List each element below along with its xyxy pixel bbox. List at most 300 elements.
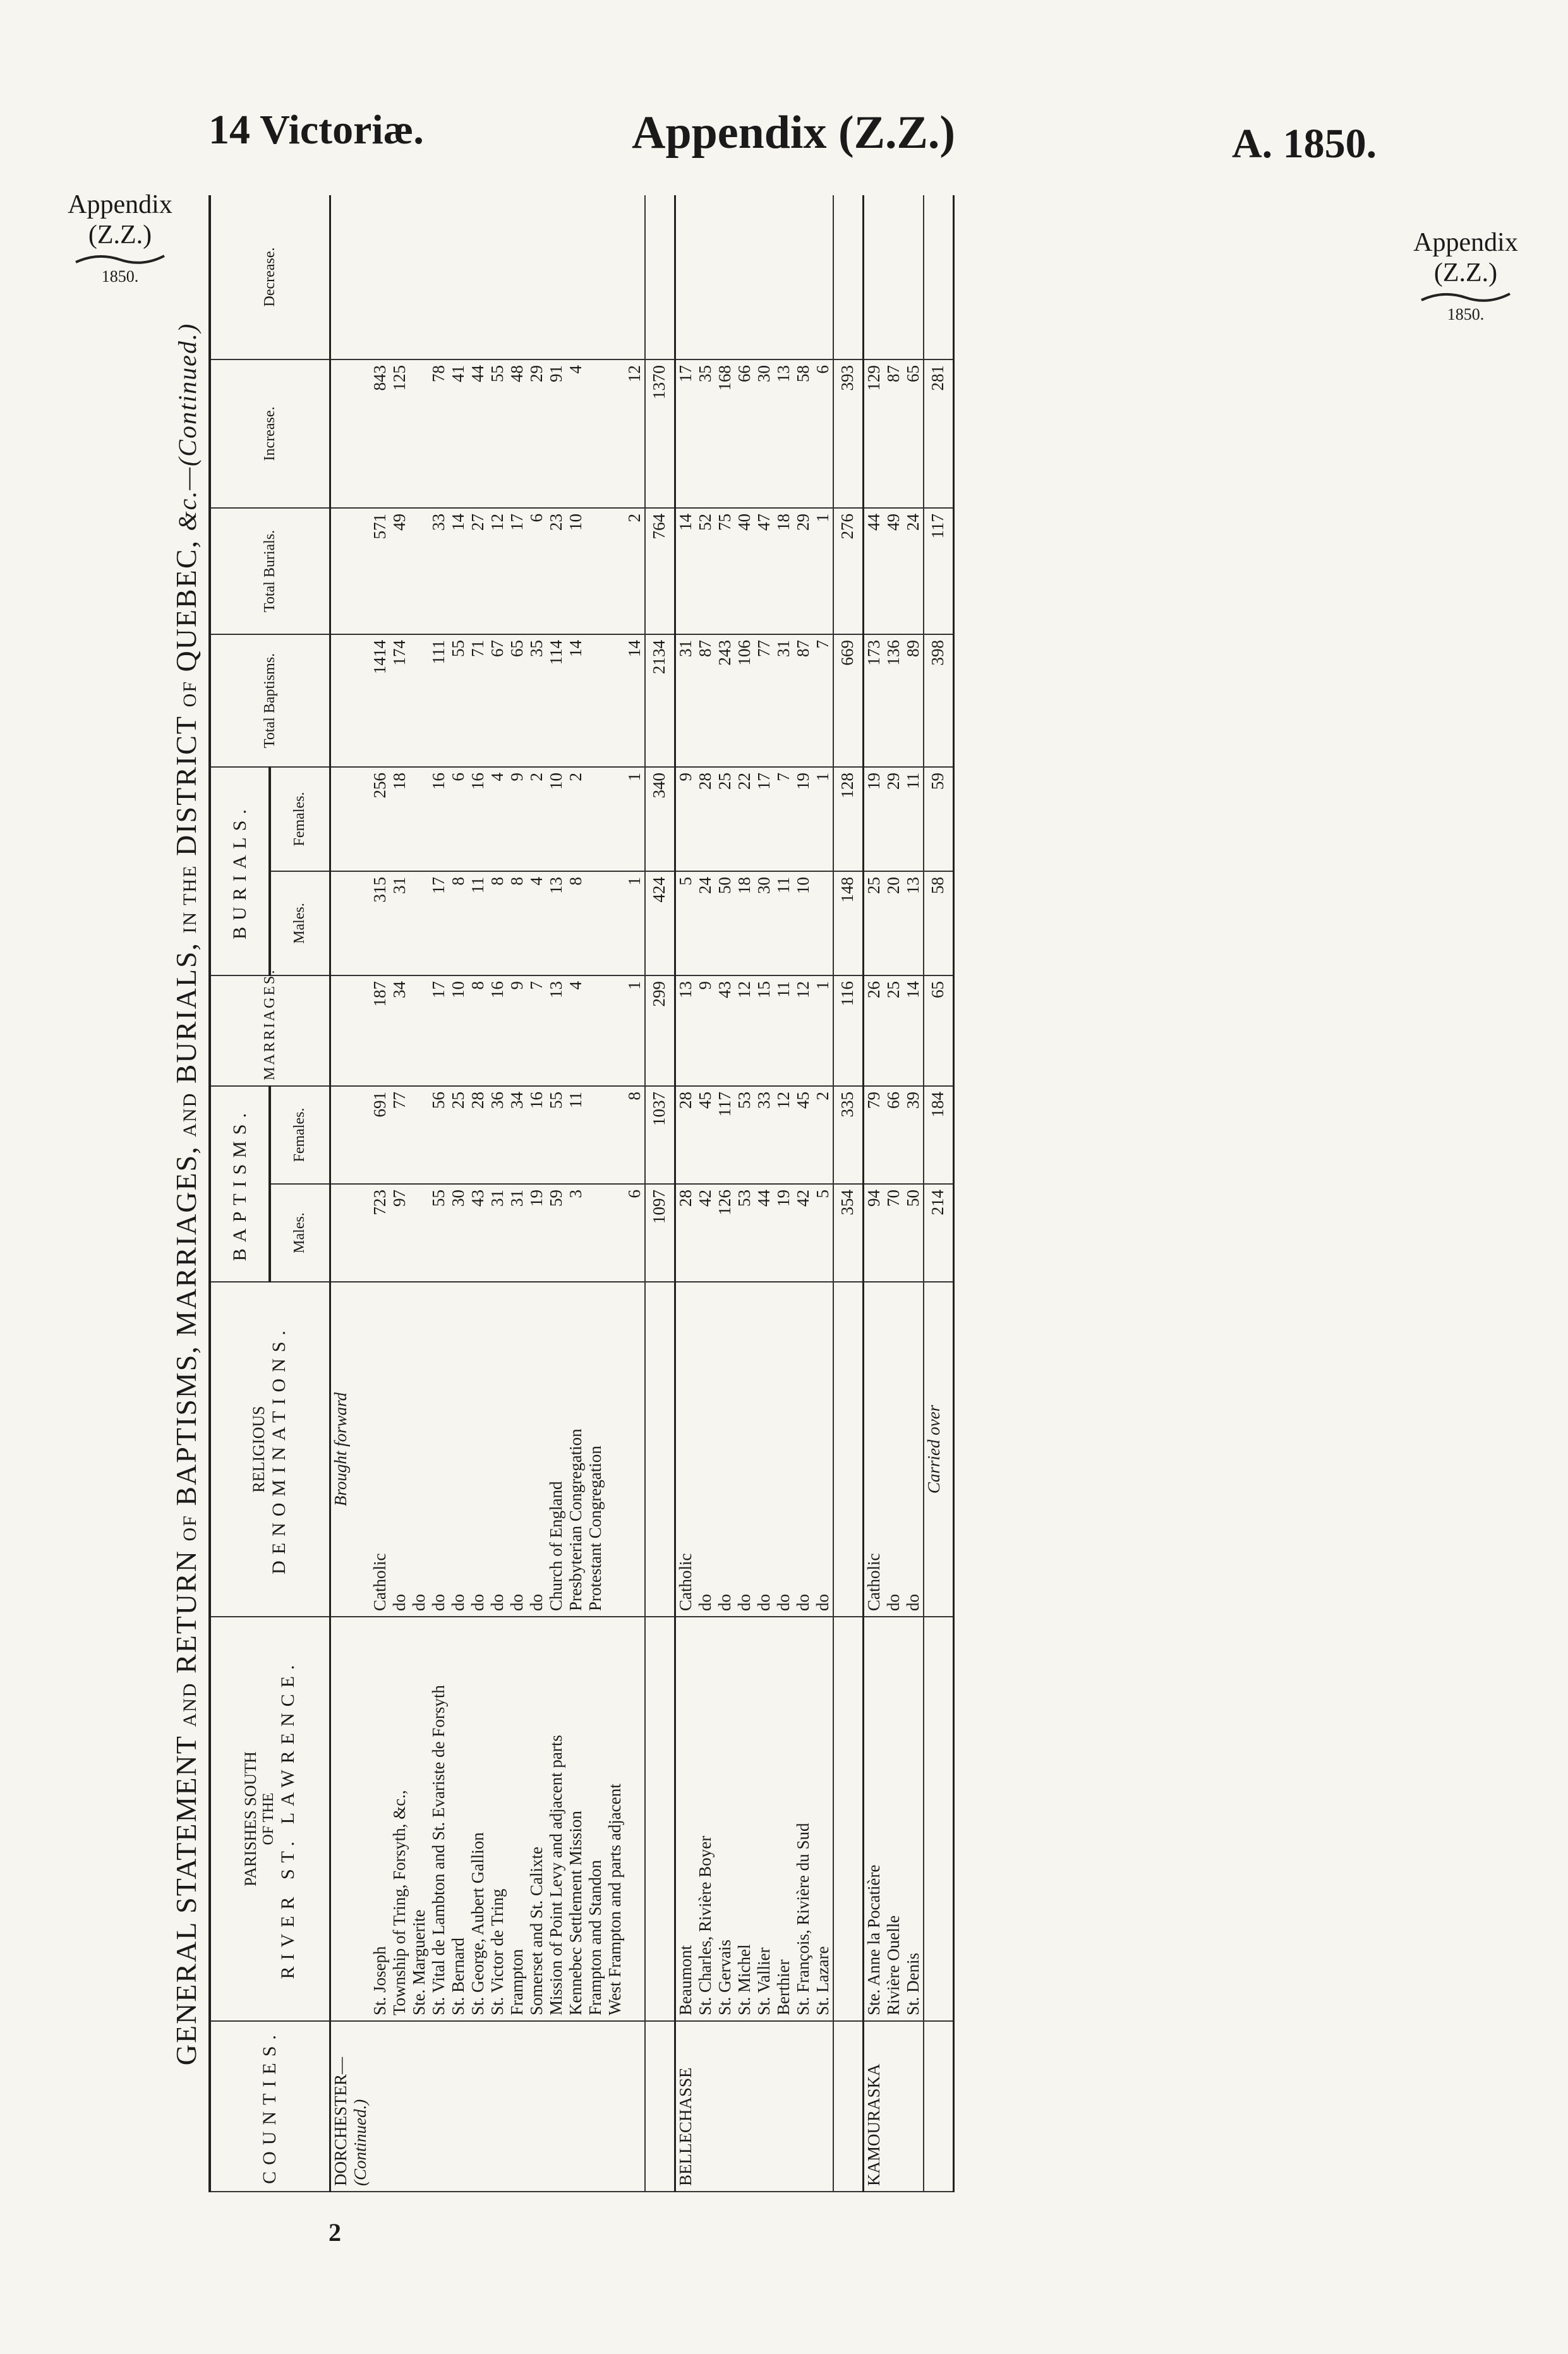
bur-females-cell: 2	[527, 767, 546, 871]
increase-cell	[605, 359, 625, 508]
parish-cell	[924, 1617, 954, 2021]
total-burials-cell: 1	[813, 508, 833, 634]
total-cell: 214	[924, 1184, 954, 1282]
table-row	[605, 195, 625, 2192]
total-cell: 354	[833, 1184, 864, 1282]
denomination-cell: Catholic	[863, 1282, 884, 1617]
total-baptisms-cell: 136	[884, 634, 903, 767]
county-cell	[409, 2021, 429, 2192]
bur-females-cell	[586, 767, 605, 871]
bap-females-cell: 36	[488, 1086, 507, 1184]
marriages-cell: 8	[468, 975, 488, 1086]
table-row	[625, 195, 645, 2192]
total-burials-cell: 24	[903, 508, 924, 634]
total-burials-cell: 6	[527, 508, 546, 634]
denomination-cell: do	[449, 1282, 468, 1617]
denomination-cell: do	[390, 1282, 409, 1617]
increase-cell: 125	[390, 359, 409, 508]
bur-females-cell: 29	[884, 767, 903, 871]
marriages-cell: 15	[754, 975, 774, 1086]
decrease-cell	[884, 195, 903, 359]
bap-males-cell: 723	[370, 1184, 390, 1282]
bur-males-cell: 8	[566, 871, 586, 975]
col-baptisms: BAPTISMS.	[210, 1086, 270, 1282]
margin-right-code: (Z.Z.)	[1433, 258, 1498, 288]
total-cell: 184	[924, 1086, 954, 1184]
bap-males-cell: 97	[390, 1184, 409, 1282]
bur-males-cell: 1	[625, 871, 645, 975]
parish-cell: St. Denis	[903, 1617, 924, 2021]
bap-males-cell: 53	[735, 1184, 754, 1282]
bap-females-cell: 55	[546, 1086, 566, 1184]
bur-males-cell: 5	[675, 871, 696, 975]
cell	[330, 634, 370, 767]
increase-cell: 17	[675, 359, 696, 508]
table-row	[735, 195, 754, 2192]
bap-females-cell: 11	[566, 1086, 586, 1184]
bur-females-cell: 16	[468, 767, 488, 871]
parish-cell: St. Michel	[735, 1617, 754, 2021]
denomination-cell: Catholic	[370, 1282, 390, 1617]
denomination-cell: do	[468, 1282, 488, 1617]
parish-cell: St. Vital de Lambton and St. Evariste de Forsyth	[429, 1617, 449, 2021]
bap-males-cell	[409, 1184, 429, 1282]
total-baptisms-cell: 65	[507, 634, 527, 767]
county-cell	[507, 2021, 527, 2192]
total-baptisms-cell: 173	[863, 634, 884, 767]
table-title	[164, 196, 208, 2192]
bap-females-cell	[409, 1086, 429, 1184]
col-total-burials: Total Burials.	[210, 508, 330, 634]
cell	[330, 508, 370, 634]
total-baptisms-cell: 106	[735, 634, 754, 767]
bap-males-cell: 30	[449, 1184, 468, 1282]
total-burials-cell: 29	[793, 508, 813, 634]
denomination-cell: Catholic	[675, 1282, 696, 1617]
increase-cell: 30	[754, 359, 774, 508]
total-burials-cell: 18	[774, 508, 793, 634]
title-part: RETURN	[170, 1550, 202, 1674]
total-baptisms-cell: 14	[566, 634, 586, 767]
col-burials: BURIALS.	[210, 767, 270, 975]
decrease-cell	[696, 195, 715, 359]
county-cell	[774, 2021, 793, 2192]
bap-males-cell: 50	[903, 1184, 924, 1282]
bur-males-cell: 24	[696, 871, 715, 975]
bur-females-cell	[409, 767, 429, 871]
title-part: BURIALS,	[170, 941, 202, 1084]
marriages-cell: 13	[675, 975, 696, 1086]
marriages-cell: 7	[527, 975, 546, 1086]
margin-left-label: Appendix	[68, 190, 172, 219]
decrease-cell	[625, 195, 645, 359]
denomination-cell: do	[507, 1282, 527, 1617]
county-cell	[735, 2021, 754, 2192]
total-baptisms-cell: 114	[546, 634, 566, 767]
parish-cell: Somerset and St. Calixte	[527, 1617, 546, 2021]
table-row	[754, 195, 774, 2192]
bur-females-cell: 17	[754, 767, 774, 871]
page-number: 2	[329, 2218, 341, 2247]
county-cell	[884, 2021, 903, 2192]
bur-males-cell	[605, 871, 625, 975]
total-cell	[833, 195, 864, 359]
county-cell	[833, 2021, 864, 2192]
increase-cell: 87	[884, 359, 903, 508]
bap-females-cell: 79	[863, 1086, 884, 1184]
county-cell: BELLECHASSE	[675, 2021, 696, 2192]
table-row	[813, 195, 833, 2192]
bur-males-cell: 25	[863, 871, 884, 975]
county-cell	[370, 2021, 390, 2192]
total-baptisms-cell: 67	[488, 634, 507, 767]
increase-cell: 843	[370, 359, 390, 508]
bur-males-cell	[586, 871, 605, 975]
county-cell	[696, 2021, 715, 2192]
marriages-cell: 16	[488, 975, 507, 1086]
bur-males-cell: 50	[715, 871, 735, 975]
total-burials-cell: 49	[390, 508, 409, 634]
table-row	[488, 195, 507, 2192]
bap-males-cell: 19	[527, 1184, 546, 1282]
col-bur-females: Females.	[270, 767, 330, 871]
col-increase: Increase.	[210, 359, 330, 508]
county-cell	[813, 2021, 833, 2192]
table-row	[370, 195, 390, 2192]
bap-females-cell: 39	[903, 1086, 924, 1184]
col-parishes-line: OF THE	[260, 1792, 277, 1845]
county-cell	[429, 2021, 449, 2192]
total-burials-cell	[409, 508, 429, 634]
table-row	[566, 195, 586, 2192]
title-part: BAPTISMS, MARRIAGES,	[170, 1145, 202, 1506]
bur-females-cell: 1	[625, 767, 645, 871]
total-cell: 1037	[645, 1086, 675, 1184]
county-cell	[330, 2021, 370, 2192]
total-burials-cell: 14	[449, 508, 468, 634]
parish-cell: St. Lazare	[813, 1617, 833, 2021]
bur-males-cell: 18	[735, 871, 754, 975]
bur-females-cell: 9	[675, 767, 696, 871]
denomination-cell: do	[774, 1282, 793, 1617]
total-baptisms-cell: 31	[675, 634, 696, 767]
bur-females-cell: 6	[449, 767, 468, 871]
header-center: Appendix (Z.Z.)	[632, 107, 955, 159]
total-baptisms-cell: 7	[813, 634, 833, 767]
total-cell: 335	[833, 1086, 864, 1184]
total-cell: 1097	[645, 1184, 675, 1282]
table-row	[330, 195, 370, 2192]
cell	[330, 1184, 370, 1282]
table-row	[409, 195, 429, 2192]
total-burials-cell: 14	[675, 508, 696, 634]
marriages-cell: 9	[507, 975, 527, 1086]
increase-cell: 13	[774, 359, 793, 508]
bap-females-cell: 45	[696, 1086, 715, 1184]
total-cell: 281	[924, 359, 954, 508]
decrease-cell	[390, 195, 409, 359]
total-cell: 398	[924, 634, 954, 767]
decrease-cell	[903, 195, 924, 359]
marriages-cell	[409, 975, 429, 1086]
col-parishes-line: PARISHES SOUTH	[241, 1751, 260, 1886]
bap-females-cell: 28	[675, 1086, 696, 1184]
county-cell	[566, 2021, 586, 2192]
denomination-cell: do	[715, 1282, 735, 1617]
cell	[330, 1086, 370, 1184]
bap-males-cell: 28	[675, 1184, 696, 1282]
decrease-cell	[488, 195, 507, 359]
bap-males-cell: 5	[813, 1184, 833, 1282]
bur-females-cell: 18	[390, 767, 409, 871]
marriages-cell	[605, 975, 625, 1086]
increase-cell: 58	[793, 359, 813, 508]
bap-males-cell: 126	[715, 1184, 735, 1282]
parish-cell: St. Gervais	[715, 1617, 735, 2021]
bap-males-cell: 3	[566, 1184, 586, 1282]
parish-cell: West Frampton and parts adjacent	[605, 1617, 625, 2021]
rotated-table-area	[164, 196, 1371, 2192]
parish-cell: Kennebec Settlement Mission	[566, 1617, 586, 2021]
total-cell: 669	[833, 634, 864, 767]
cell	[330, 975, 370, 1086]
increase-cell: 4	[566, 359, 586, 508]
bap-females-cell: 12	[774, 1086, 793, 1184]
total-cell: 299	[645, 975, 675, 1086]
bap-females-cell: 28	[468, 1086, 488, 1184]
total-burials-cell: 27	[468, 508, 488, 634]
title-small: OF	[179, 680, 200, 708]
marriages-cell: 34	[390, 975, 409, 1086]
county-cell	[488, 2021, 507, 2192]
table-row	[390, 195, 409, 2192]
bur-females-cell: 11	[903, 767, 924, 871]
total-cell	[645, 195, 675, 359]
table-row-total	[645, 195, 675, 2192]
decrease-cell	[370, 195, 390, 359]
brought-forward: Brought forward	[330, 1282, 370, 1617]
increase-cell: 55	[488, 359, 507, 508]
total-burials-cell	[586, 508, 605, 634]
table-row	[507, 195, 527, 2192]
total-cell: 59	[924, 767, 954, 871]
county-cell	[586, 2021, 605, 2192]
bur-females-cell: 4	[488, 767, 507, 871]
returns-table	[208, 195, 955, 2192]
margin-right-year: 1850.	[1447, 305, 1485, 323]
bur-females-cell: 10	[546, 767, 566, 871]
denomination-cell: do	[488, 1282, 507, 1617]
decrease-cell	[409, 195, 429, 359]
increase-cell: 91	[546, 359, 566, 508]
title-part: DISTRICT	[170, 715, 202, 857]
cell	[330, 195, 370, 359]
bap-females-cell: 34	[507, 1086, 527, 1184]
title-part: QUEBEC,	[170, 539, 202, 672]
col-religious	[210, 1282, 330, 1617]
decrease-cell	[754, 195, 774, 359]
title-small: AND	[179, 1092, 200, 1137]
denomination-cell: Church of England	[546, 1282, 566, 1617]
bap-males-cell	[586, 1184, 605, 1282]
total-baptisms-cell: 1414	[370, 634, 390, 767]
increase-cell: 65	[903, 359, 924, 508]
denomination-cell: do	[735, 1282, 754, 1617]
bap-males-cell: 6	[625, 1184, 645, 1282]
cell	[330, 767, 370, 871]
total-baptisms-cell: 111	[429, 634, 449, 767]
total-cell: 1370	[645, 359, 675, 508]
total-cell: 65	[924, 975, 954, 1086]
bap-females-cell: 691	[370, 1086, 390, 1184]
marriages-cell: 11	[774, 975, 793, 1086]
marriages-cell: 26	[863, 975, 884, 1086]
cell	[330, 359, 370, 508]
decrease-cell	[793, 195, 813, 359]
parish-cell: Frampton	[507, 1617, 527, 2021]
decrease-cell	[586, 195, 605, 359]
county-name: DORCHESTER—	[330, 2056, 350, 2186]
swash-ornament-icon	[73, 252, 167, 266]
parish-cell: St. Joseph	[370, 1617, 390, 2021]
parish-cell: Ste. Anne la Pocatière	[863, 1617, 884, 2021]
denomination-cell	[645, 1282, 675, 1617]
bap-females-cell: 2	[813, 1086, 833, 1184]
total-burials-cell: 33	[429, 508, 449, 634]
total-baptisms-cell: 243	[715, 634, 735, 767]
decrease-cell	[449, 195, 468, 359]
col-parishes-line: RIVER ST. LAWRENCE.	[277, 1658, 298, 1979]
marriages-cell: 1	[625, 975, 645, 1086]
total-burials-cell: 52	[696, 508, 715, 634]
margin-right-label: Appendix	[1413, 228, 1518, 257]
table-row	[884, 195, 903, 2192]
increase-cell: 12	[625, 359, 645, 508]
table-row	[863, 195, 884, 2192]
col-religious-line: RELIGIOUS	[250, 1406, 268, 1493]
bur-females-cell: 22	[735, 767, 754, 871]
denomination-cell: do	[793, 1282, 813, 1617]
parish-cell: St. George, Aubert Gallion	[468, 1617, 488, 2021]
decrease-cell	[507, 195, 527, 359]
denomination-cell: Protestant Congregation	[586, 1282, 605, 1617]
marriages-cell: 14	[903, 975, 924, 1086]
bur-males-cell: 315	[370, 871, 390, 975]
bap-males-cell: 31	[488, 1184, 507, 1282]
increase-cell: 44	[468, 359, 488, 508]
parish-cell: St. Bernard	[449, 1617, 468, 2021]
col-parishes	[210, 1617, 330, 2021]
parish-cell	[625, 1617, 645, 2021]
parish-cell: Berthier	[774, 1617, 793, 2021]
total-baptisms-cell: 87	[793, 634, 813, 767]
parish-cell: St. Vallier	[754, 1617, 774, 2021]
bap-females-cell: 45	[793, 1086, 813, 1184]
total-cell	[924, 195, 954, 359]
margin-left-code: (Z.Z.)	[88, 220, 152, 250]
total-baptisms-cell: 35	[527, 634, 546, 767]
bur-females-cell: 19	[793, 767, 813, 871]
bur-males-cell: 13	[903, 871, 924, 975]
table-row	[903, 195, 924, 2192]
bur-males-cell: 11	[774, 871, 793, 975]
total-cell: 117	[924, 508, 954, 634]
denomination-cell: Presbyterian Congregation	[566, 1282, 586, 1617]
increase-cell: 168	[715, 359, 735, 508]
bur-females-cell: 9	[507, 767, 527, 871]
bap-females-cell: 66	[884, 1086, 903, 1184]
table-row-total	[924, 195, 954, 2192]
bur-females-cell: 1	[813, 767, 833, 871]
total-burials-cell	[605, 508, 625, 634]
bur-males-cell: 8	[507, 871, 527, 975]
bur-females-cell	[605, 767, 625, 871]
total-baptisms-cell: 89	[903, 634, 924, 767]
bur-females-cell: 25	[715, 767, 735, 871]
parish-cell	[833, 1617, 864, 2021]
bap-males-cell	[605, 1184, 625, 1282]
bur-males-cell: 10	[793, 871, 813, 975]
marriages-cell: 17	[429, 975, 449, 1086]
title-part: GENERAL STATEMENT	[170, 1735, 202, 2066]
total-burials-cell: 75	[715, 508, 735, 634]
bap-females-cell: 56	[429, 1086, 449, 1184]
denomination-cell: do	[696, 1282, 715, 1617]
bur-females-cell: 19	[863, 767, 884, 871]
bap-females-cell: 25	[449, 1086, 468, 1184]
increase-cell: 129	[863, 359, 884, 508]
county-cell: KAMOURASKA	[863, 2021, 884, 2192]
margin-left-year: 1850.	[101, 267, 139, 286]
bur-males-cell: 4	[527, 871, 546, 975]
county-cell	[645, 2021, 675, 2192]
total-burials-cell: 571	[370, 508, 390, 634]
total-cell: 2134	[645, 634, 675, 767]
bur-males-cell: 17	[429, 871, 449, 975]
total-baptisms-cell: 174	[390, 634, 409, 767]
county-cell	[449, 2021, 468, 2192]
denomination-cell: do	[754, 1282, 774, 1617]
increase-cell: 6	[813, 359, 833, 508]
total-burials-cell: 2	[625, 508, 645, 634]
total-burials-cell: 17	[507, 508, 527, 634]
decrease-cell	[735, 195, 754, 359]
bur-males-cell: 11	[468, 871, 488, 975]
col-total-baptisms: Total Baptisms.	[210, 634, 330, 767]
table-row	[696, 195, 715, 2192]
marriages-cell: 12	[735, 975, 754, 1086]
county-cell	[390, 2021, 409, 2192]
county-cell	[903, 2021, 924, 2192]
bap-males-cell: 43	[468, 1184, 488, 1282]
table-row	[586, 195, 605, 2192]
total-baptisms-cell: 71	[468, 634, 488, 767]
increase-cell: 29	[527, 359, 546, 508]
bap-females-cell: 117	[715, 1086, 735, 1184]
increase-cell	[409, 359, 429, 508]
total-burials-cell: 12	[488, 508, 507, 634]
bur-males-cell	[813, 871, 833, 975]
county-cell	[625, 2021, 645, 2192]
marriages-cell: 43	[715, 975, 735, 1086]
denomination-cell: do	[813, 1282, 833, 1617]
denomination-cell: do	[409, 1282, 429, 1617]
denomination-cell: do	[903, 1282, 924, 1617]
total-cell: 148	[833, 871, 864, 975]
total-burials-cell: 23	[546, 508, 566, 634]
title-continued: &c.—(Continued.)	[173, 322, 202, 531]
bur-males-cell	[409, 871, 429, 975]
